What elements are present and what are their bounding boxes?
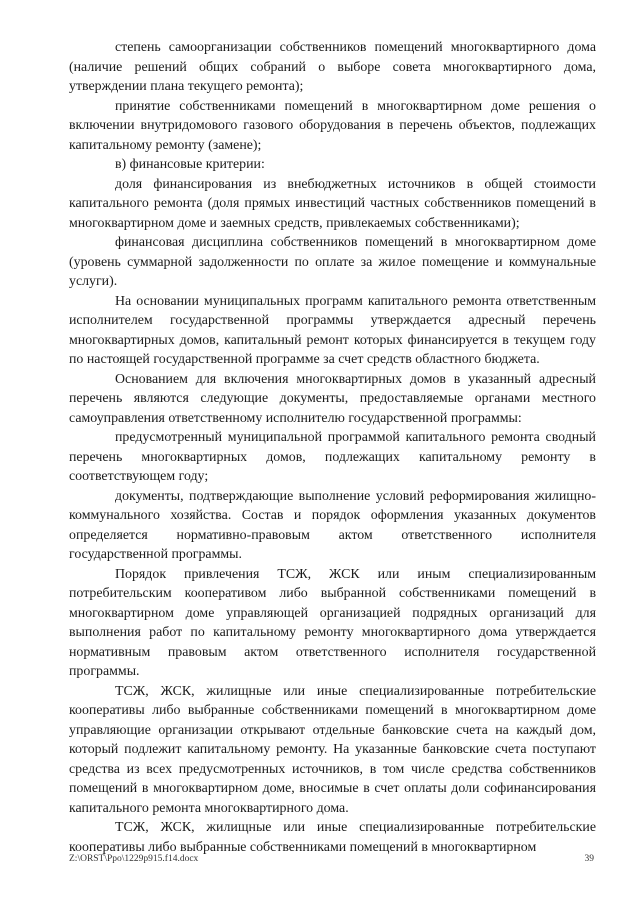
document-body (69, 38, 596, 857)
footer-file-path: Z:\ORST\Ppo\1229p915.f14.docx (69, 854, 199, 864)
paragraph: Основанием для включения многоквартирных домов в указанный адресный перечень являются следующие документы, предоставляемые органами местного самоуправления ответственному исполнителю государственной программы: (69, 371, 596, 426)
paragraph: Порядок привлечения ТСЖ, ЖСК или иным специализированным потребительским кооперативом либо выбранной собственниками помещений в многоквартирном доме управляющей организацией подрядных организаций для выполнения работ по капитальному ремонту многоквартирного дома утверждается нормативным правовым актом ответственного исполнителя государственной программы. (69, 566, 596, 679)
paragraph: финансовая дисциплина собственников помещений в многоквартирном доме (уровень суммарной задолженности по оплате за жилое помещение и коммунальные услуги). (69, 235, 596, 289)
paragraph: документы, подтверждающие выполнение условий реформирования жилищно-коммунального хозяйства. Состав и порядок оформления указанных документов определяется нормативно-правовым актом ответственного исполнителя государственной программы. (69, 488, 596, 562)
paragraph: ТСЖ, ЖСК, жилищные или иные специализированные потребительские кооперативы либо выбранные собственниками помещений в многоквартирном доме управляющие организации открывают отдельные банковские счета на каждый дом, который подлежит капитальному ремонту. На указанные банковские счета поступают средства из всех предусмотренных источников, в том числе средства собственников помещений в многоквартирном доме, вносимые в счет оплаты доли софинансирования капитального ремонта многоквартирного дома. (69, 683, 596, 816)
paragraph: принятие собственниками помещений в многоквартирном доме решения о включении внутридомового газового оборудования в перечень объектов, подлежащих капитальному ремонту (замене); (69, 98, 596, 153)
paragraph: ТСЖ, ЖСК, жилищные или иные специализированные потребительские кооперативы либо выбранные собственниками помещений в многоквартирном (69, 820, 596, 855)
page-number: 39 (584, 854, 594, 864)
paragraph: в) финансовые критерии: (115, 157, 265, 172)
paragraph: степень самоорганизации собственников помещений многоквартирного дома (наличие решений общих собраний о выборе совета многоквартирного дома, утверждении плана текущего ремонта); (69, 40, 596, 94)
paragraph: доля финансирования из внебюджетных источников в общей стоимости капитального ремонта (доля прямых инвестиций частных собственников помещений в многоквартирном доме и заемных средств, привлекаемых собственниками); (69, 176, 596, 231)
paragraph: предусмотренный муниципальной программой капитального ремонта сводный перечень многоквартирных домов, подлежащих капитальному ремонту в соответствующем году; (69, 430, 596, 484)
paragraph: На основании муниципальных программ капитального ремонта ответственным исполнителем государственной программы утверждается адресный перечень многоквартирных домов, капитальный ремонт которых финансируется в текущем году по настоящей государственной программе за счет средств областного бюджета. (69, 293, 596, 367)
